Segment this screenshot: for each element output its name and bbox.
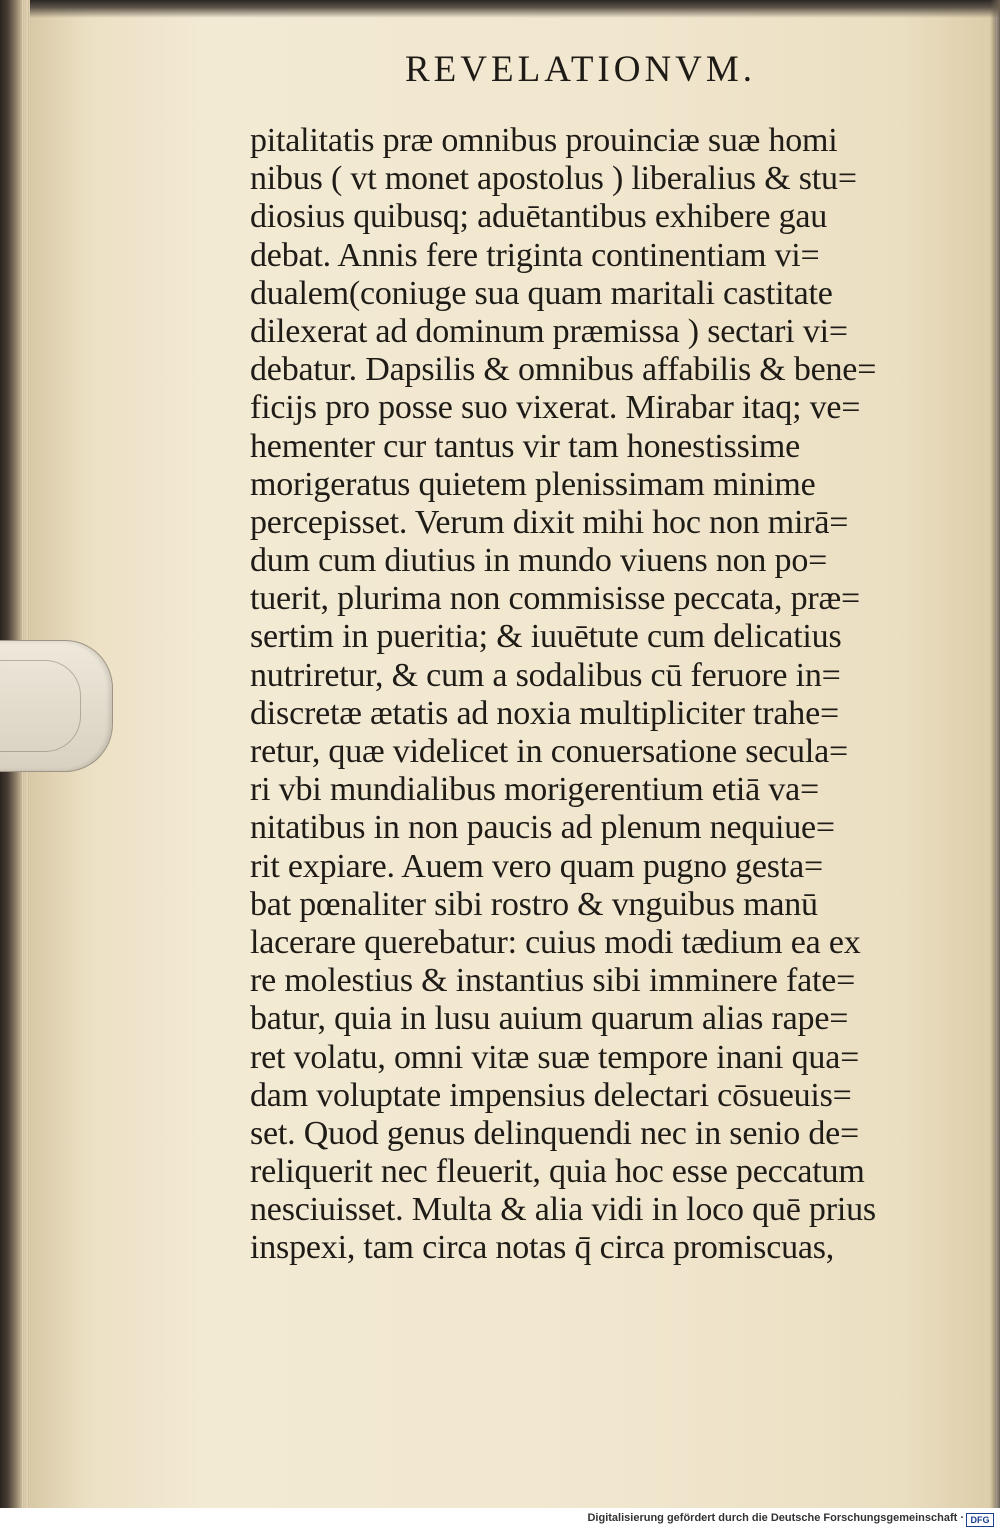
text-line: nutriretur, & cum a sodalibus cū feruore in= [250,656,841,694]
text-line: lacerare querebatur: cuius modi tædium ea ex [250,923,861,961]
text-line: dilexerat ad dominum præmissa ) sectari vi= [250,312,848,350]
text-line: set. Quod genus delinquendi nec in senio de= [250,1114,860,1152]
text-line: bat pœnaliter sibi rostro & vnguibus manū [250,885,818,923]
text-line: percepisset. Verum dixit mihi hoc non mirā= [250,503,849,541]
text-line: diosius quibusq; aduētantibus exhibere gau [250,198,828,236]
text-line: debat. Annis fere triginta continentiam vi= [250,236,820,274]
text-line: retur, quæ videlicet in conuersatione secula= [250,733,848,770]
text-line: ret volatu, omni vitæ suæ tempore inani qua= [250,1038,860,1076]
digitization-credit: Digitalisierung gefördert durch die Deutsche Forschungsgemeinschaft · [587,1512,964,1524]
text-line: debatur. Dapsilis & omnibus affabilis & bene= [250,351,877,389]
text-line: nibus ( vt monet apostolus ) liberalius & stu= [250,160,857,198]
text-line: hementer cur tantus vir tam honestissime [250,427,801,465]
body-text [250,122,940,1268]
text-line: sertim in pueritia; & iuuētute cum delicatius [250,618,842,656]
text-line: ri vbi mundialibus morigerentium etiā va= [250,771,820,809]
page-clip-fold [0,660,81,752]
text-line: rit expiare. Auem vero quam pugno gesta= [250,847,823,885]
running-title: REVELATIONVM. [405,49,757,90]
dfg-logo: DFG [966,1513,994,1527]
text-line: dualem(coniuge sua quam maritali castitate [250,274,833,312]
text-line: re molestius & instantius sibi imminere fate= [250,962,856,1000]
text-line: reliquerit nec fleuerit, quia hoc esse peccatum [250,1153,865,1191]
text-line: discretæ ætatis ad noxia multipliciter trahe= [250,694,839,732]
text-line: batur, quia in lusu auium quarum alias rape= [250,1000,849,1038]
text-line: morigeratus quietem plenissimam minime [250,465,816,503]
text-line: nesciuisset. Multa & alia vidi in loco quē prius [250,1191,876,1229]
text-line: ficijs pro posse suo vixerat. Mirabar itaq; ve= [250,389,861,427]
text-line: pitalitatis præ omnibus prouinciæ suæ homi [250,122,838,159]
text-line: dum cum diutius in mundo viuens non po= [250,542,828,580]
text-line: dam voluptate impensius delectari cōsueuis= [250,1076,852,1114]
text-line: inspexi, tam circa notas q̄ circa promiscuas, [250,1229,835,1267]
top-page-edge [30,0,1000,18]
right-page-edge [990,0,1000,1508]
text-line: tuerit, plurima non commisisse peccata, præ= [250,580,860,618]
text-line: nitatibus in non paucis ad plenum nequiue= [250,809,835,847]
